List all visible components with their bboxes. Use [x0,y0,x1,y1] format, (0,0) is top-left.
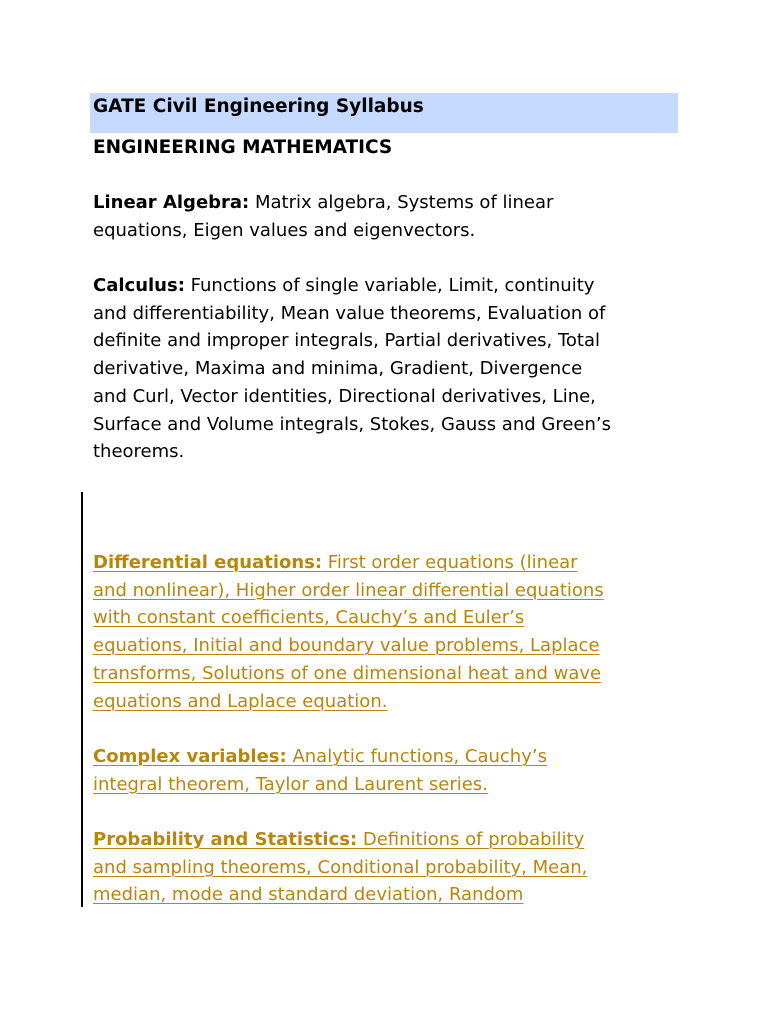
revision-margin-bar [81,492,83,907]
topic-text: Definitions of probability [357,829,585,850]
topic-differential-equations[interactable] [93,549,693,715]
topic-text: First order equations (linear [322,552,578,573]
text-line: and differentiability, Mean value theorems, Evaluation of [93,302,606,324]
topic-term: Calculus: [93,275,185,296]
text-line: with constant coefficients, Cauchy’s and Euler’s [93,607,525,629]
text-line: and Curl, Vector identities, Directional derivatives, Line, [93,385,596,407]
topic-term: Probability and Statistics: [93,829,358,850]
topic-calculus [93,272,693,466]
text-line: median, mode and standard deviation, Random [93,884,524,906]
topic-text: Functions of single variable, Limit, continuity [184,275,595,296]
section-heading: ENGINEERING MATHEMATICS [93,137,393,158]
text-line: equations and Laplace equation. [93,690,388,712]
text-line: theorems. [93,441,185,463]
text-line: equations, Eigen values and eigenvectors. [93,219,476,241]
text-line [93,189,693,217]
text-line: transforms, Solutions of one dimensional heat and wave [93,662,602,684]
topic-text: Matrix algebra, Systems of linear [249,192,554,213]
text-line: Surface and Volume integrals, Stokes, Gauss and Green’s [93,413,612,435]
topic-text: Analytic functions, Cauchy’s [286,746,547,767]
text-line: derivative, Maxima and minima, Gradient, Divergence [93,358,583,380]
text-line: equations, Initial and boundary value problems, Laplace [93,635,600,657]
text-line [93,272,693,300]
text-line [93,826,693,854]
text-line: and nonlinear), Higher order linear differential equations [93,579,604,601]
document-title: GATE Civil Engineering Syllabus [93,96,424,117]
text-line: definite and improper integrals, Partial derivatives, Total [93,330,601,352]
text-line [93,549,693,577]
text-line: and sampling theorems, Conditional probability, Mean, [93,856,588,878]
text-line [93,743,693,771]
topic-complex-variables[interactable] [93,743,693,798]
topic-term: Complex variables: [93,746,287,767]
title-highlight [90,93,678,133]
topic-term: Linear Algebra: [93,192,250,213]
text-line: integral theorem, Taylor and Laurent series. [93,773,488,795]
topic-probability-statistics[interactable] [93,826,693,909]
topic-linear-algebra [93,189,693,244]
topic-term: Differential equations: [93,552,323,573]
